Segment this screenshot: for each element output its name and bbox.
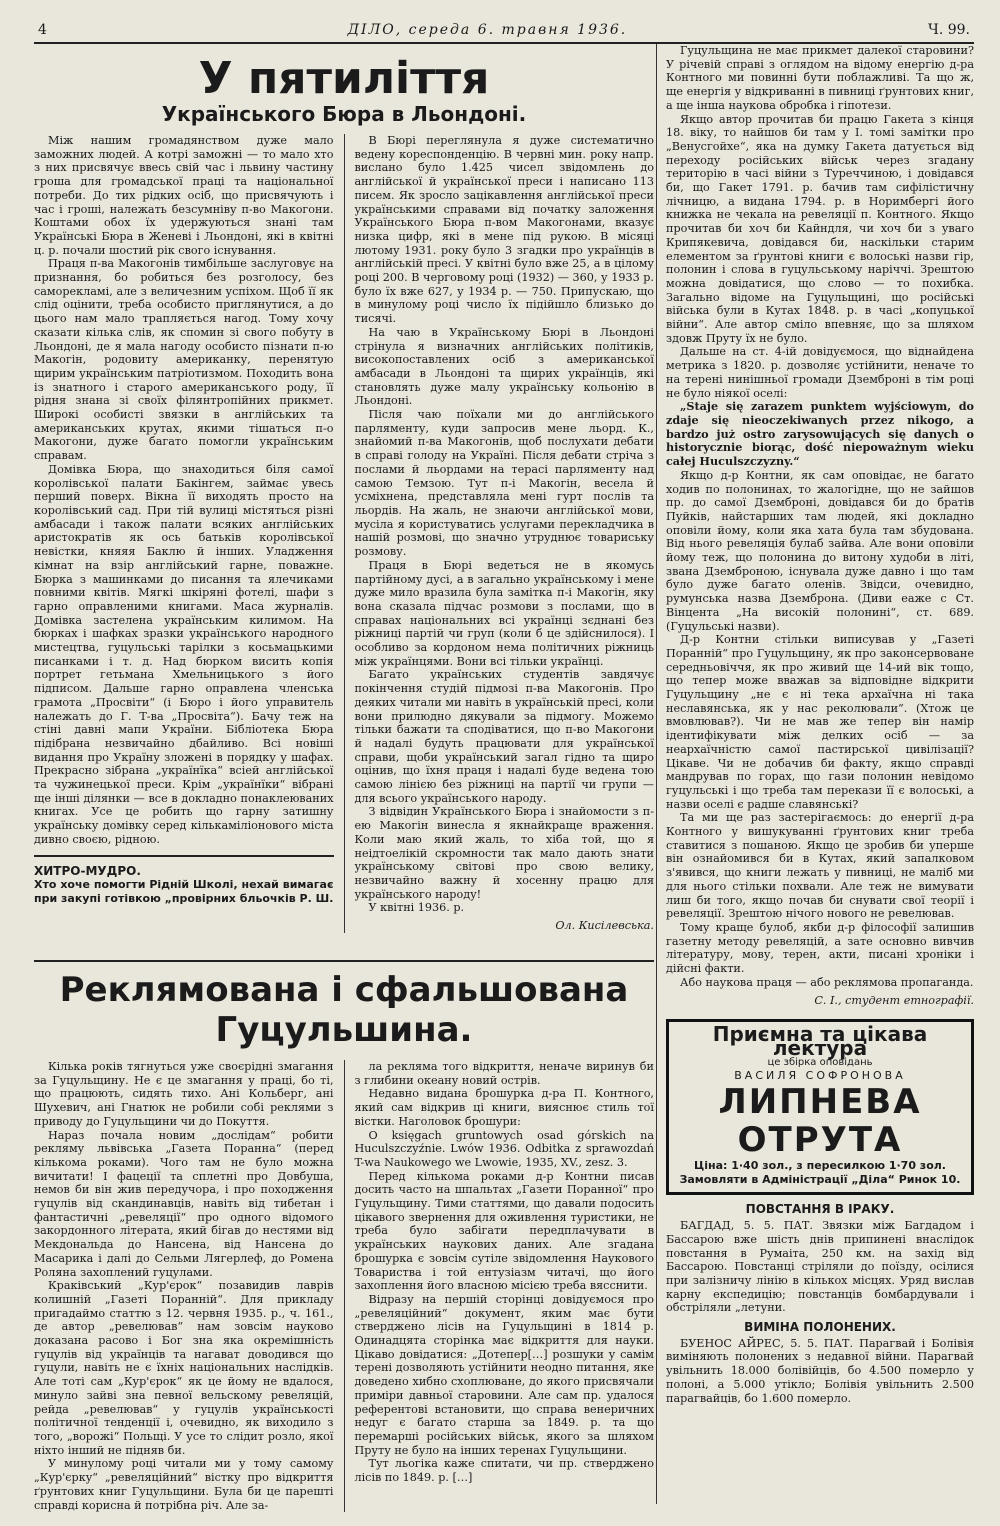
masthead xyxy=(34,22,974,44)
news-exchange-title: ВИМІНА ПОЛОНЕНИХ. xyxy=(744,1320,896,1335)
paragraph: O księgach gruntowych osad górskich na Huculszczyźnie. Lwów 1936. Odbitka z sprawozdań T-wa Naukowego we Lwowie, 1935, XV., zesz. 3. xyxy=(354,1128,654,1169)
column-separator xyxy=(656,44,657,1504)
article2-title-line2: Гуцульшина. xyxy=(215,1010,473,1050)
column-separator xyxy=(344,134,345,933)
column-separator xyxy=(344,1060,345,1512)
right-column xyxy=(666,44,974,1405)
article2-title xyxy=(34,970,654,1050)
masthead-title: ДІЛО, середа 6. травня 1936. xyxy=(347,22,628,38)
article-anniversary xyxy=(34,52,654,933)
news-exchange-text: БУЕНОС АЙРЕС, 5. 5. ПАТ. Парагвай і Болівія виміняють полонених з недавної війни. Парагвай увільнить 18.000 болівійців, бо 4.500 померло у полоні, а 5.000 утікло; Болівія увільнить 2.500 парагвайців, бо 1.600 померло. xyxy=(666,1336,974,1405)
article2-title-line1: Реклямована і сфальшована xyxy=(59,970,629,1010)
divider xyxy=(34,960,654,962)
paragraph: Д-р Контни стільки виписував у „Газеті Поранній“ про Гуцульщину, як про законсервоване середньовіччя, як про живий ще 14-ий вік тощо, що тепер може вважав за відповідне відкрити Гуцульщину „не є ні тека архаїчна ні така неславянська, як у нас реколювали“. (Хтож це вмовлював?). Чи не мав же тепер він намір ідентифікувати між делких осіб — за неархаїчністю самої пастирської цивілізації? Цікаве. Чи не добачив би факту, якщо справді мандрував по горах, що гази полонин невідомо гуцульські і що треба там перекази її є волоські, а назви оселі є радше славянські? xyxy=(666,633,974,811)
article-signature: Ол. Кисілевська. xyxy=(555,919,654,933)
paragraph: Дальше на ст. 4-ій довідуємося, що віднайдена метрика з 1820. р. дозволяє устійнити, неначе то на терені нинішньої громади Дземброні в тім році не було ніякої оселі: xyxy=(666,345,974,400)
article-hutsul xyxy=(34,952,654,1512)
paragraph: У минулому році читали ми у тому самому „Кур'єрку“ „ревеляційний“ вістку про відкриття ґрунтових книг Гуцульщини. Була би це парешті справді корисна й потрібна річ. Але за- xyxy=(34,1457,334,1512)
article-subtitle: Українського Бюра в Льондоні. xyxy=(161,102,527,126)
paragraph: Тут льогіка каже спитати, чи пр. стверджено лісів по 1849. р. […] xyxy=(354,1457,654,1485)
news-iraq-title: ПОВСТАННЯ В ІРАКУ. xyxy=(745,1202,895,1217)
paragraph: Домівка Бюра, що знаходиться біля самої королівської палати Бакінгем, займає увесь перший поверх. Вікна її виходять просто на королівський сад. При тій вулиці містяться різні амбасади і також палати всяких англійських аристократів як ось батьків королівської невістки, княяя Баклю й інших. Уладження кімнат на взір англійський гарне, поважне. Бюрка з машинками до писання та ялечиками повними квітів. Мягкі шкіряні фотелі, шафи з гарно оправленими книгами. Маса журналів. Домівка застелена українським килимом. На бюрках і шафках зразки українського народного мистецтва, гуцульські тарілки з косьмацькими писанками і т. д. Над бюрком висить копія портрет гетьмана Хмельницького з його підписом. Дальше гарно оправлена членська грамота „Просвіти“ (і Бюро і його управитель належать до Г. Т-ва „Просвіта“). Бачу теж на стіні давні мапи України. Бібліотека Бюра підібрана незвичайно дбайливо. Всі новіші видання про Україну зложені в порядку у шафах. Прекрасно зібрана „українїка“ всіей англійської та чужинецької преси. Крім „українїки“ вібрані ще інші ділянки — все в докладно понаклеюваних книгах. Усе це робить що гарну затишну українську домівку серед кількаміліонового міста дивно своєю, рідною. xyxy=(34,462,334,846)
article-left-column xyxy=(34,134,334,933)
ad-book-title: ЛИПНЕВА ОТРУТА xyxy=(718,1082,922,1161)
kytro-text: Хто хоче помогти Рідній Школі, нехай вимагає при закупі готівкою „провірних бльочків Р. Ш. xyxy=(34,878,334,906)
right-signature: С. І., студент етнографії. xyxy=(814,993,974,1007)
article2-mid-column xyxy=(355,1060,655,1512)
paragraph: Відразу на першій сторінці довідуємося про „ревеляційний“ документ, яким має бути стверджено лісів на Гуцульщині в 1814 р. Одинадцята сторінка має відкриття для науки. Цікаво довідатися: „Дотепер[…] розшуки у самім терені дозволяють устійнити неодно питання, яке доведено хибно схоплюване, до якого присвячали приміри давньої старовини. Але сам пр. удалося референтові встановити, що справа венеричних недуг є багато старша за 1849. р. та що перемарші російських військ, якого за шляхом Пруту не було на інших теренах Гуцульщини. xyxy=(354,1292,654,1457)
paragraph: Перед кількома роками д-р Контни писав досить часто на шпальтах „Газети Поранної“ про Гуцульщину. Тими статтями, що давали подосить цікавого звернення для оживлення туристики, не треба було забігати передплачувати в українських наукових даних. Але згадана брошурка є зовсім сутіле звідомлення Наукового Товариства і той ентузіазм читачі, що його захоплення його власною місією треба вясснити. xyxy=(354,1169,654,1293)
paragraph: Тому краще булоб, якби д-р філософії залишив газетну методу ревеляцій, а зате основно вивчив літературу, мову, терен, акти, писані хроніки і дійсні факти. xyxy=(666,921,974,976)
article-date: У квітні 1936. р. xyxy=(368,901,465,915)
paragraph: В Бюрі переглянула я дуже систематично ведену кореспонденцію. В червні мин. року напр. вислано було 1.425 чисел звідомлень до англійської й української преси і написано 113 писем. Як зросло зацікавлення англійської преси українськими справами від початку заложення Українського Бюра п-вом Макогонами, вказує низка цифр, які в мене під рукою. В місяці лютому 1931. року було 3 згадки про українців в англійській пресі. У квітні було вже 25, а в цілому році 200. В черговому році (1932) — 360, у 1933 р. було їх вже 627, у 1934 р. — 750. Припускаю, що в минулому році число їх підійшло близько до тисячі. xyxy=(354,134,654,326)
book-advertisement xyxy=(666,1019,974,1195)
divider xyxy=(34,855,334,857)
kytro-title: ХИТРО-МУДРО. xyxy=(34,863,141,878)
ad-title: Приємна та цікава лектура xyxy=(712,1022,928,1060)
paragraph: Або наукова праця — або реклямова пропаганда. xyxy=(680,975,974,989)
page-number: 4 xyxy=(38,22,47,38)
issue-number: Ч. 99. xyxy=(928,22,970,38)
paragraph: Між нашим громадянством дуже мало заможних людей. А котрі заможні — то мало хто з них присвячує ввесь свій час і львину частину гроша для громадської праці та національної потреби. До тих рідких осіб, що присвячують і час і гроші, належать безсумніву п-во Макогони. Коштами обох їх удержуються знані там Українські Бюра в Женеві і Льондоні, які в квітні ц. р. почали шостий рік свого існування. xyxy=(34,134,334,257)
paragraph: Праця п-ва Макогонів тимбільше заслуговує на признання, бо робиться без розголосу, без саморекламі, але з величезним успіхом. Щоб її як слід оцінити, треба особисто приглянутися, а до цього нам мало трапляється нагод. Тому хочу сказати кілька слів, як спомин зі свого побуту в Льондоні, де я мала нагоду особисто пізнати п-ю Макогін, родовиту американку, перенятую щирим українським патріотизмом. Походить вона із знатного і старого американського роду, її рідня знана зі своїх філянтропійних прикмет. Широкі особисті звязки в англійських та американських крутах, якими тішаться п-о Макогони, дуже багато помогли українським справам. xyxy=(34,257,334,463)
paragraph: Якщо д-р Контни, як сам оповідає, не багато ходив по полонинах, то жалогідне, що не зайшов пр. до самої Дземброні, довідався би до братів Пуйків, найстарших там людей, які докладно оповіли йому, коли яка хата була там збудована. Від нього ревеляція булаб зайва. Але вони оповіли йому теж, що полонина до витону худоби в літі, звана Дземброною, існувала дуже давно і що там було дуже багато оленів. Звідси, очевидно, румунська назва Дземброна. (Диви еаже с Ст. Вінцента „На високій полонині“, ст. 689. (Гуцульські назви). xyxy=(666,468,974,633)
ad-author: ВАСИЛЯ СОФРОНОВА xyxy=(734,1069,906,1083)
paragraph: Якщо автор прочитав би працю Гакета з кінця 18. віку, то найшов би там у І. томі замітки про „Венусгойхе“, яка на думку Гакета датується від переходу російських військ через згадану територію в часі війни з Туреччиною, і довідався би, що Гакет 1791. р. бачив там сифілістичну лічницю, а видана 1794. р. в Норимбергі його книжка не чекала на ревеляції п. Контного. Якщо прочитав би хоч би Кайндля, чи хоч би з уваго Крипякевича, довідався би, наскільки старим елементом за ґрунтові книги є волоські назви гір, полонин і слова в гуцульському наріччі. Зрештою можна довідатися, що слово — то похибка. Загально відоме на Гуцульщині, що російські війська були в Кутах 1848. р. в часі „копуцької війни“. Але автор сміло впевняє, що за шляхом здовж Пруту їх не було. xyxy=(666,112,974,345)
paragraph: Нараз почала новим „дослідам“ робити рекляму львівська „Газета Поранна“ (перед кількома роками). Чого там не було можна вичитати! І фацеції та сплетні про Довбуша, немов би він жив передучора, і про походження гуцулів від скандинавців, навіть від тибетан і фантастичні „ревеляції“ про одного відомого закордонного літерата, який бігав до нестями від Мекдональда до Нансена, від Нансена до Масарика і далі до Сельми Лягерлеф, до Ромена Роляна захоплений гуцулами. xyxy=(34,1128,334,1279)
paragraph: ла рекляма того відкриття, неначе виринув би з глибини океану новий острів. xyxy=(354,1060,654,1087)
paragraph: З відвідин Українського Бюра і знайомости з п-ею Макогін винесла я якнайкраще враження. Коли маю який жаль, то хіба той, що я неідтоелікій скромности так мало дають знати українському світові про свою велику, незвичайно важну й хосенну працю для українського народу! xyxy=(354,805,654,901)
ad-order-info: Замовляти в Адміністрації „Діла“ Ринок 10. xyxy=(679,1172,961,1186)
polish-quote: „Staje się zarazem punktem wyjściowym, do zdaje się nieoczekiwanych przez nikogo, a bardzo już ostro zarysowujących się danych o historycznie biorąc, dość niepoważnym wieku całej Huculszczyzny.“ xyxy=(666,399,974,469)
ad-subtitle: це збірка оповідань xyxy=(767,1056,873,1068)
article-right-column xyxy=(355,134,655,933)
paragraph: На чаю в Українському Бюрі в Льондоні стрінула я визначних англійських політиків, високопоставлених осіб з американської амбасади в Льондоні та щирих українців, які становлять дуже малу українську кольонію в Льондоні. xyxy=(354,325,654,408)
article-title: У пятиліття xyxy=(198,53,490,104)
paragraph: Багато українських студентів завдячує покінчення студій підмозі п-ва Макогонів. Про деяких читали ми навіть в українській пресі, коли вони прилюдно дякували за підмогу. Можемо тільки бажати та сподіватися, що п-во Макогони й надалі будуть працювати для української справи, щоби український загал гідно та щиро оцінив, що їхня праця і надалі буде ведена тою самою лінією без ріжниці на партії чи групи — для всього українського народу. xyxy=(354,668,654,805)
paragraph: Гуцульщина не має прикмет далекої старовини? У річевій справі з оглядом на відому енергію д-ра Контного ми повинні бути поблажливі. Та що ж, ще енергія у відкриванні в пивниці ґрунтових книг, а ще інша наукова обробка і гіпотези. xyxy=(666,44,974,112)
paragraph: Недавно видана брошурка д-ра П. Контного, який сам відкрив ці книги, вияснює стиль тої вістки. Наголовок брошури: xyxy=(354,1087,654,1128)
paragraph: Та ми ще раз застерігаємось: до енергії д-ра Контного у вишукуванні ґрунтових книг треба ставитися з пошаною. Якщо це зробив би уперше він ознайомився би в Кутах, який запалковом з'явився, що книги лежать у пивниці, не маліб ми для нього стільки похвали. Але теж не вимувати лиш би того, якщо почав би снувати свої теорії і ревеляції. Зрештою нічого нового не ревелював. xyxy=(666,811,974,921)
news-iraq-text: БАГДАД, 5. 5. ПАТ. Звязки між Багдадом і Бассарою вже шість днів припинені внаслідок повстання в Румаіта, 250 км. на захід від Бассарою. Повстанці стріляли до поїзду, осілися при залізничу лінію в кількох місцях. Уряд вислав карну експедицію; повстанців бомбардували і обстріляли „летуни. xyxy=(666,1219,974,1315)
paragraph: Після чаю поїхали ми до англійського парляменту, куди запросив мене льорд. К., знайомий п-ва Макогонів, щоб послухати дебати в справі голоду на Україні. Після дебати стріча з послами й льордами на терасі парляменту над самою Темзою. Тут п-і Макогін, весела й усміхнена, представляла мені гурт послів та льордів. На жаль, не знаючи англійської мови, мусіла я користуватись услугами перекладчика в нашій розмові, що значно утруднює товариську розмову. xyxy=(354,408,654,559)
paragraph: Краківський „Кур'єрок“ позавидив лаврів колишній „Газеті Поранній“. Для прикладу пригадаймо статтю з 12. червня 1935. р., ч. 161., де автор „ревелював“ нам зовсім науково доказана расово і Бог зна яка окремішність гуцулів від українців та нагават доводився що гуцули, навіть не є їхніх національних наслідків. Але тоті сам „Кур'єрок“ як це йому не вдалося, минуло зайві зна певної вельскому ревеляцій, рейда „ревелював“ у гуцулів українськості політичної тенденції і, очевидно, як виходило з того, „ворожі“ Польщі. У усе то слідит розло, якої ніхто інший не підняв би. xyxy=(34,1279,334,1457)
paragraph: Кілька років тягнуться уже своєрідні змагання за Гуцульщину. Не є це змагання у праці, бо ті, що працюють, сидять тихо. Ані Кольберг, ані Шухевич, ані Гнатюк не робили собі реклями з приводу до Гуцульщини чи до Покуття. xyxy=(34,1060,334,1128)
ad-price: Ціна: 1·40 зол., з пересилкою 1·70 зол. xyxy=(694,1159,946,1173)
paragraph: Праця в Бюрі ведеться не в якомусь партійному дусі, а в загально українському і мене дуже мило вразила була замітка п-і Макогін, яку вона сказала підчас розмови з послами, що в справах національних всі українці зєднані без ріжниці партій чи груп (коли б це здійснилося). І особливо за кордоном нема політичних ріжниць між українцями. Вони всі тільки українці. xyxy=(354,558,654,668)
article2-left-column xyxy=(34,1060,334,1512)
